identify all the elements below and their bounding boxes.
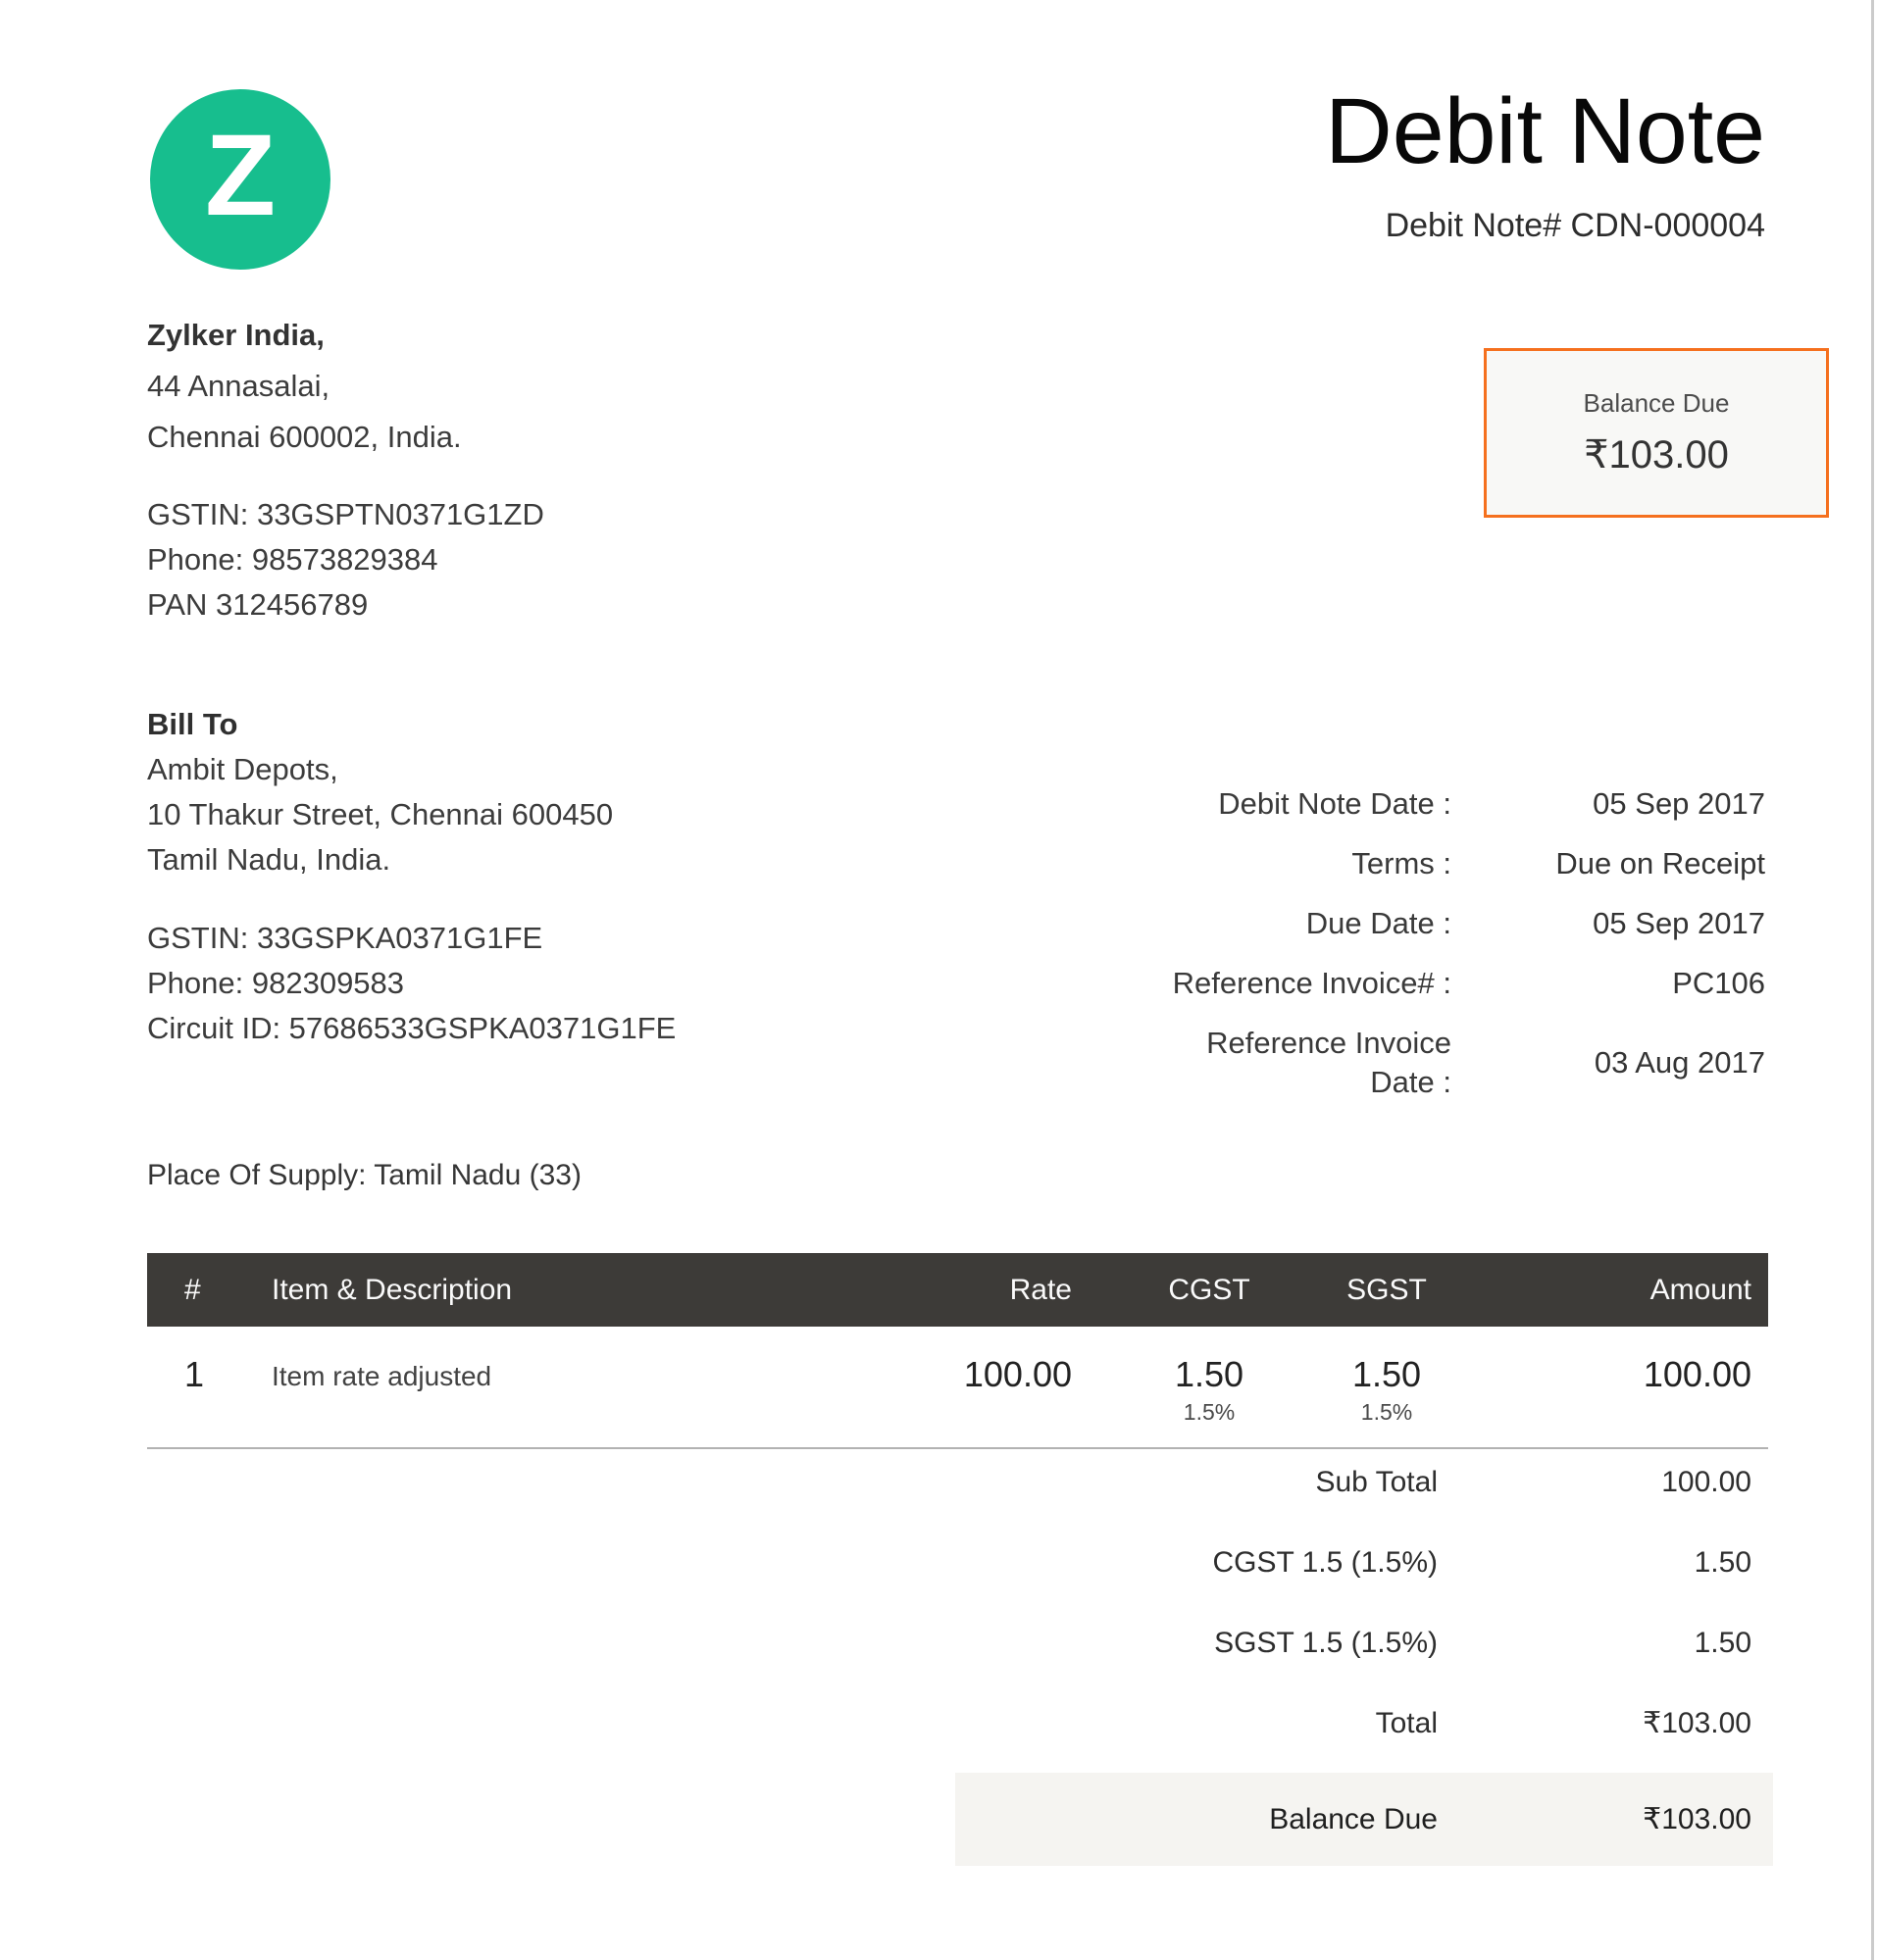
summary-value: 1.50: [1694, 1546, 1751, 1579]
header-sgst: SGST: [1346, 1273, 1427, 1306]
item-sgst-percent: 1.5%: [1360, 1399, 1413, 1425]
meta-label: Reference Invoice Date :: [1206, 1026, 1451, 1099]
header-title-block: [1325, 78, 1765, 245]
item-description: Item rate adjusted: [272, 1361, 492, 1391]
window-right-border: [1871, 0, 1874, 1960]
seller-pan: PAN 312456789: [147, 587, 369, 622]
totals-summary: [1104, 1463, 1751, 1784]
item-sgst-cell: [1307, 1354, 1466, 1426]
balance-due-row-label: Balance Due: [1269, 1802, 1438, 1835]
seller-ids-block: [147, 492, 990, 628]
summary-value: 1.50: [1694, 1627, 1751, 1659]
summary-value: 100.00: [1661, 1466, 1751, 1498]
page-title: Debit Note: [1325, 79, 1765, 183]
table-row: [147, 1327, 1768, 1449]
meta-value: Due on Receipt: [1555, 846, 1765, 880]
company-logo: [150, 89, 330, 270]
header-rate: Rate: [1009, 1273, 1072, 1306]
company-logo-letter: Z: [204, 111, 277, 240]
meta-label: Due Date :: [1305, 906, 1451, 940]
seller-address-block: [147, 310, 990, 463]
summary-row-cgst: [1104, 1543, 1751, 1583]
balance-due-amount: ₹103.00: [1584, 433, 1729, 477]
item-amount: 100.00: [1643, 1354, 1751, 1394]
item-sgst-amount: 1.50: [1351, 1354, 1422, 1394]
seller-address-line: 44 Annasalai,: [147, 369, 330, 403]
item-cgst-percent: 1.5%: [1183, 1399, 1236, 1425]
meta-row-terms: [1128, 844, 1765, 883]
summary-row-subtotal: [1104, 1463, 1751, 1502]
buyer-address-line: Tamil Nadu, India.: [147, 842, 391, 877]
summary-row-total: [1104, 1704, 1751, 1743]
meta-row-due-date: [1128, 904, 1765, 943]
header-cgst: CGST: [1168, 1273, 1250, 1306]
balance-due-box: [1484, 348, 1829, 518]
summary-label: SGST 1.5 (1.5%): [1214, 1627, 1438, 1659]
seller-gstin: GSTIN: 33GSPTN0371G1ZD: [147, 497, 544, 531]
document-number: Debit Note# CDN-000004: [1385, 207, 1765, 245]
meta-row-reference-invoice-date: [1128, 1024, 1765, 1102]
buyer-phone: Phone: 982309583: [147, 966, 405, 1000]
header-item-description: Item & Description: [272, 1273, 513, 1306]
items-table: [147, 1253, 1768, 1449]
meta-label: Terms :: [1351, 846, 1451, 880]
item-rate: 100.00: [963, 1354, 1072, 1394]
seller-name: Zylker India,: [147, 318, 325, 352]
buyer-ids-block: [147, 916, 990, 1051]
item-cgst-cell: [1111, 1354, 1307, 1426]
summary-value: ₹103.00: [1643, 1707, 1751, 1739]
summary-label: CGST 1.5 (1.5%): [1212, 1546, 1438, 1579]
meta-value: PC106: [1672, 966, 1765, 1000]
header-index: #: [184, 1273, 201, 1306]
summary-row-sgst: [1104, 1624, 1751, 1663]
balance-due-row: [955, 1773, 1773, 1866]
balance-due-label: Balance Due: [1583, 388, 1730, 418]
parties-column: [147, 310, 990, 1051]
meta-value: 05 Sep 2017: [1593, 906, 1765, 940]
summary-label: Sub Total: [1315, 1466, 1438, 1498]
item-cgst-amount: 1.50: [1174, 1354, 1244, 1394]
meta-row-debit-note-date: [1128, 784, 1765, 824]
document-meta: [1128, 784, 1765, 1123]
buyer-gstin: GSTIN: 33GSPKA0371G1FE: [147, 921, 543, 955]
seller-address-line: Chennai 600002, India.: [147, 420, 462, 454]
item-index: 1: [184, 1354, 205, 1394]
seller-phone: Phone: 98573829384: [147, 542, 438, 577]
meta-row-reference-invoice: [1128, 964, 1765, 1003]
bill-to-heading: Bill To: [147, 707, 238, 741]
summary-label: Total: [1375, 1707, 1438, 1739]
buyer-circuit-id: Circuit ID: 57686533GSPKA0371G1FE: [147, 1011, 677, 1045]
meta-value: 05 Sep 2017: [1593, 786, 1765, 821]
meta-label: Reference Invoice# :: [1172, 966, 1451, 1000]
meta-value: 03 Aug 2017: [1594, 1045, 1765, 1080]
items-table-header: [147, 1253, 1768, 1327]
balance-due-row-value: ₹103.00: [1643, 1803, 1751, 1835]
buyer-address-line: 10 Thakur Street, Chennai 600450: [147, 797, 614, 831]
bill-to-address-block: [147, 747, 990, 882]
place-of-supply: Place Of Supply: Tamil Nadu (33): [147, 1159, 582, 1191]
buyer-name: Ambit Depots,: [147, 752, 338, 786]
header-amount: Amount: [1649, 1273, 1751, 1306]
meta-label: Debit Note Date :: [1218, 786, 1451, 821]
